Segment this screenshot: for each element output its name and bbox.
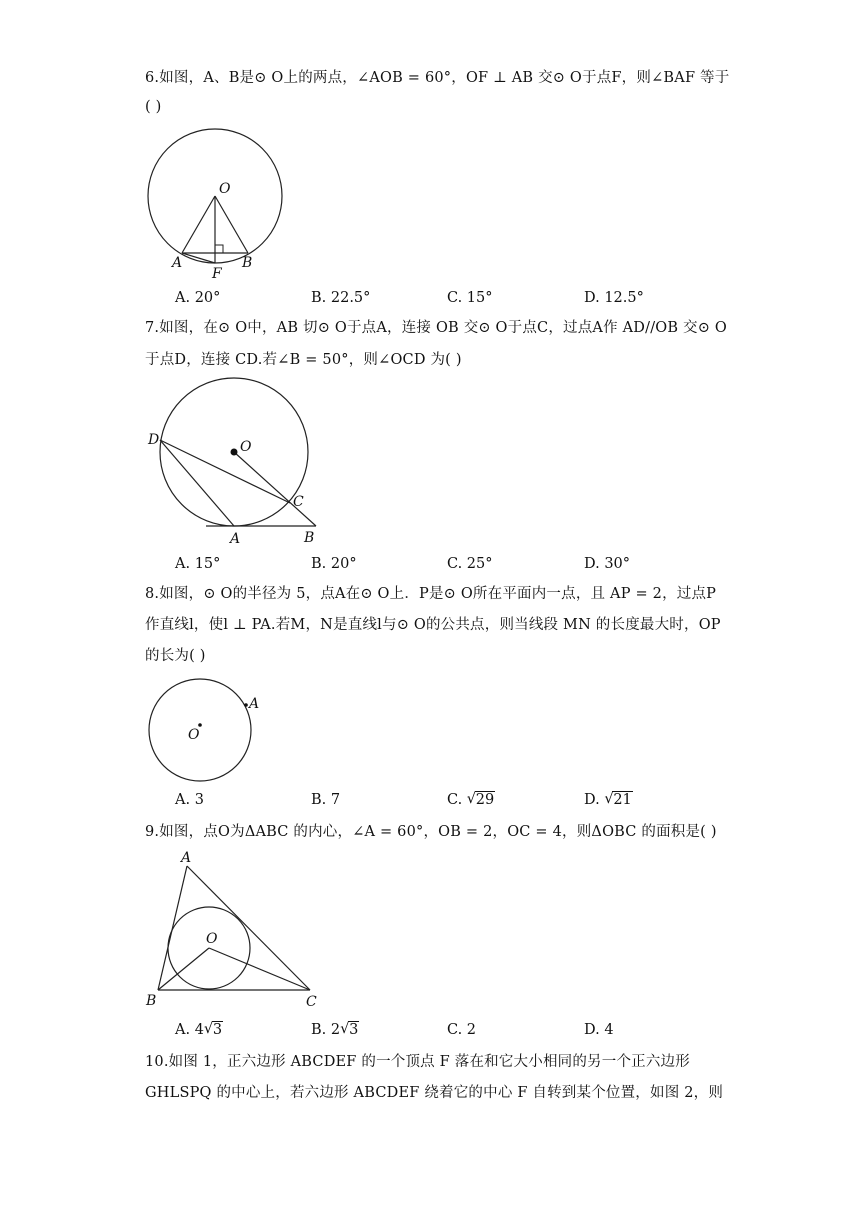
q7-label-d: D (148, 432, 160, 448)
q9-label-c: C (306, 994, 317, 1010)
q6-label-a: A (172, 255, 183, 271)
q8-option-c[interactable] (447, 792, 495, 808)
q7-label-a: A (230, 531, 241, 547)
q7-option-a[interactable]: A. 15° (175, 556, 221, 572)
q9-option-a[interactable] (175, 1022, 223, 1038)
q9-option-b-sqrt (340, 1022, 359, 1038)
q8-option-a-value: 3 (194, 792, 204, 808)
q7-label-c: C (293, 494, 304, 510)
q8-option-b[interactable] (311, 792, 340, 808)
q8-option-c-radicand: 29 (475, 792, 495, 808)
q7-text-line-1: 7.如图，在⊙ O中，AB 切⊙ O于点A，连接 OB 交⊙ O于点C，过点A作 AD//OB 交⊙ O (145, 320, 727, 336)
q9-option-b-radicand: 3 (349, 1022, 359, 1038)
q6-label-b: B (242, 255, 253, 271)
q10-text-line-1: 10.如图 1，正六边形 ABCDEF 的一个顶点 F 落在和它大小相同的另一个正六边形 (145, 1054, 690, 1070)
q6-label-o: O (219, 181, 231, 197)
q7-figure (140, 378, 330, 548)
q9-label-o: O (206, 931, 218, 947)
q9-label-a: A (181, 850, 192, 866)
q8-option-d-prefix: D. (584, 792, 605, 808)
q6-option-a[interactable]: A. 20° (175, 290, 221, 306)
q7-label-b: B (304, 530, 315, 546)
q7-option-b[interactable]: B. 20° (311, 556, 357, 572)
q7-label-o: O (240, 439, 252, 455)
q6-label-f: F (212, 266, 222, 282)
q9-option-a-radicand: 3 (212, 1022, 223, 1038)
q8-label-a: A (249, 696, 260, 712)
q8-figure (140, 672, 280, 792)
q6-figure (140, 124, 290, 284)
q9-option-b[interactable] (311, 1022, 359, 1038)
q8-option-a[interactable] (175, 792, 204, 808)
q8-text-line-1: 8.如图，⊙ O的半径为 5，点A在⊙ O上．P是⊙ O所在平面内一点，且 AP = 2，过点P (145, 586, 717, 602)
q9-label-b: B (146, 993, 157, 1009)
q6-option-c[interactable]: C. 15° (447, 290, 493, 306)
q8-option-b-prefix: B. (311, 792, 331, 808)
q8-option-c-sqrt (467, 792, 495, 808)
q7-option-d[interactable]: D. 30° (584, 556, 631, 572)
q10-text-line-2: GHLSPQ 的中心上，若六边形 ABCDEF 绕着它的中心 F 自转到某个位置，如图 2，则 (145, 1085, 724, 1101)
q6-text-line-1: 6.如图，A、B是⊙ O上的两点，∠AOB = 60°，OF ⊥ AB 交⊙ O于点F，则∠BAF 等于 (145, 70, 730, 86)
q8-label-o: O (188, 727, 200, 743)
q8-option-d-sqrt (604, 792, 632, 808)
q8-option-d-radicand: 21 (613, 792, 632, 808)
q6-option-b[interactable]: B. 22.5° (311, 290, 371, 306)
q7-text-line-2: 于点D，连接 CD.若∠B = 50°，则∠OCD 为( ) (145, 352, 462, 368)
q8-option-b-value: 7 (330, 792, 341, 808)
q8-option-d[interactable] (584, 792, 633, 808)
q9-text-line-1: 9.如图，点O为ΔABC 的内心，∠A = 60°，OB = 2，OC = 4，则ΔOBC 的面积是( ) (145, 824, 717, 840)
q7-option-c[interactable]: C. 25° (447, 556, 493, 572)
q8-text-line-2: 作直线l，使l ⊥ PA.若M，N是直线l与⊙ O的公共点，则当线段 MN 的长度最大时，OP (145, 617, 721, 633)
q9-option-c-prefix: C. (447, 1022, 467, 1038)
q9-option-c-value: 2 (466, 1022, 477, 1038)
q6-option-d[interactable]: D. 12.5° (584, 290, 644, 306)
q9-option-d-prefix: D. (584, 1022, 605, 1038)
q9-option-c[interactable] (447, 1022, 476, 1038)
q8-option-c-prefix: C. (447, 792, 467, 808)
q9-option-a-prefix: A. 4 (175, 1022, 204, 1038)
q9-figure (140, 846, 330, 1016)
q9-option-d-value: 4 (604, 1022, 614, 1038)
q8-text-line-3: 的长为( ) (145, 648, 206, 664)
q9-option-a-sqrt (204, 1022, 223, 1038)
q9-option-d[interactable] (584, 1022, 614, 1038)
q8-option-a-prefix: A. (175, 792, 195, 808)
q6-text-line-2: ( ) (145, 99, 162, 115)
q9-option-b-prefix: B. 2 (311, 1022, 341, 1038)
